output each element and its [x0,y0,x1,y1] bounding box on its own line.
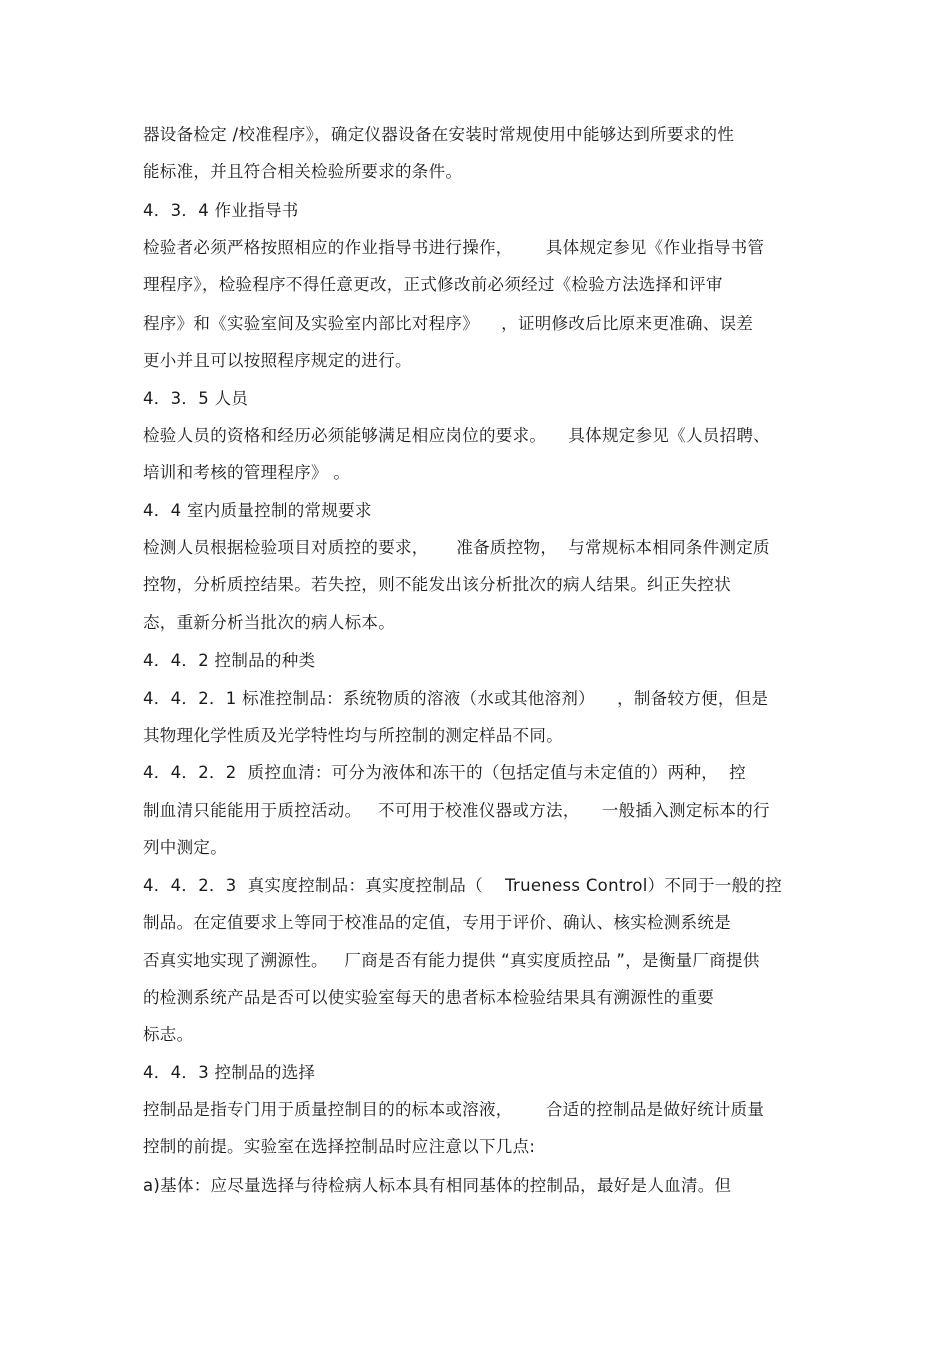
section-heading: 4．3．4 作业指导书 [143,201,299,220]
section-heading: 4．4．2 控制品的种类 [143,651,316,670]
text-line: 控制的前提。实验室在选择控制品时应注意以下几点: [143,1137,536,1156]
text-line: 培训和考核的管理程序》 。 [143,463,351,482]
text-line: 检验人员的资格和经历必须能够满足相应岗位的要求。 具体规定参见《人员招聘、 [143,426,770,445]
text-line: a)基体：应尽量选择与待检病人标本具有相同基体的控制品，最好是人血清。但 [143,1176,732,1195]
text-line: 4．4．2．2 质控血清：可分为液体和冻干的（包括定值与未定值的）两种， 控 [143,763,746,782]
text-line: 理程序》，检验程序不得任意更改，正式修改前必须经过《检验方法选择和评审 [143,275,723,294]
text-line: 程序》和《实验室间及实验室内部比对程序》 ，证明修改后比原来更准确、误差 [143,314,754,333]
text-line: 其物理化学性质及光学特性均与所控制的测定样品不同。 [143,726,563,745]
text-line: 控制品是指专门用于质量控制目的的标本或溶液， 合适的控制品是做好统计质量 [143,1100,765,1119]
text-line: 否真实地实现了溯源性。 厂商是否有能力提供 “真实度质控品 ”，是衡量厂商提供 [143,951,760,970]
section-heading: 4．4．3 控制品的选择 [143,1063,316,1082]
text-line: 制品。在定值要求上等同于校准品的定值，专用于评价、确认、核实检测系统是 [143,913,731,932]
text-line: 检测人员根据检验项目对质控的要求， 准备质控物， 与常规标本相同条件测定质 [143,538,770,557]
text-line: 标志。 [143,1025,194,1044]
text-line: 4．4．2．3 真实度控制品：真实度控制品（ Trueness Control）不同于一般的控 [143,876,782,895]
text-line: 的检测系统产品是否可以使实验室每天的患者标本检验结果具有溯源性的重要 [143,988,715,1007]
text-line: 控物，分析质控结果。若失控，则不能发出该分析批次的病人结果。纠正失控状 [143,575,731,594]
text-line: 制血清只能能用于质控活动。 不可用于校准仪器或方法， 一般插入测定标本的行 [143,801,770,820]
text-line: 4．4．2．1 标准控制品：系统物质的溶液（水或其他溶剂） ，制备较方便，但是 [143,689,769,708]
text-line: 列中测定。 [143,838,227,857]
text-line: 器设备检定 /校准程序》，确定仪器设备在安装时常规使用中能够达到所要求的性 [143,125,735,144]
text-line: 态，重新分析当批次的病人标本。 [143,613,395,632]
section-heading: 4．3．5 人员 [143,389,249,408]
text-line: 能标准，并且符合相关检验所要求的条件。 [143,162,463,181]
section-heading: 4．4 室内质量控制的常规要求 [143,501,372,520]
text-line: 检验者必须严格按照相应的作业指导书进行操作， 具体规定参见《作业指导书管 [143,238,765,257]
text-line: 更小并且可以按照程序规定的进行。 [143,351,412,370]
